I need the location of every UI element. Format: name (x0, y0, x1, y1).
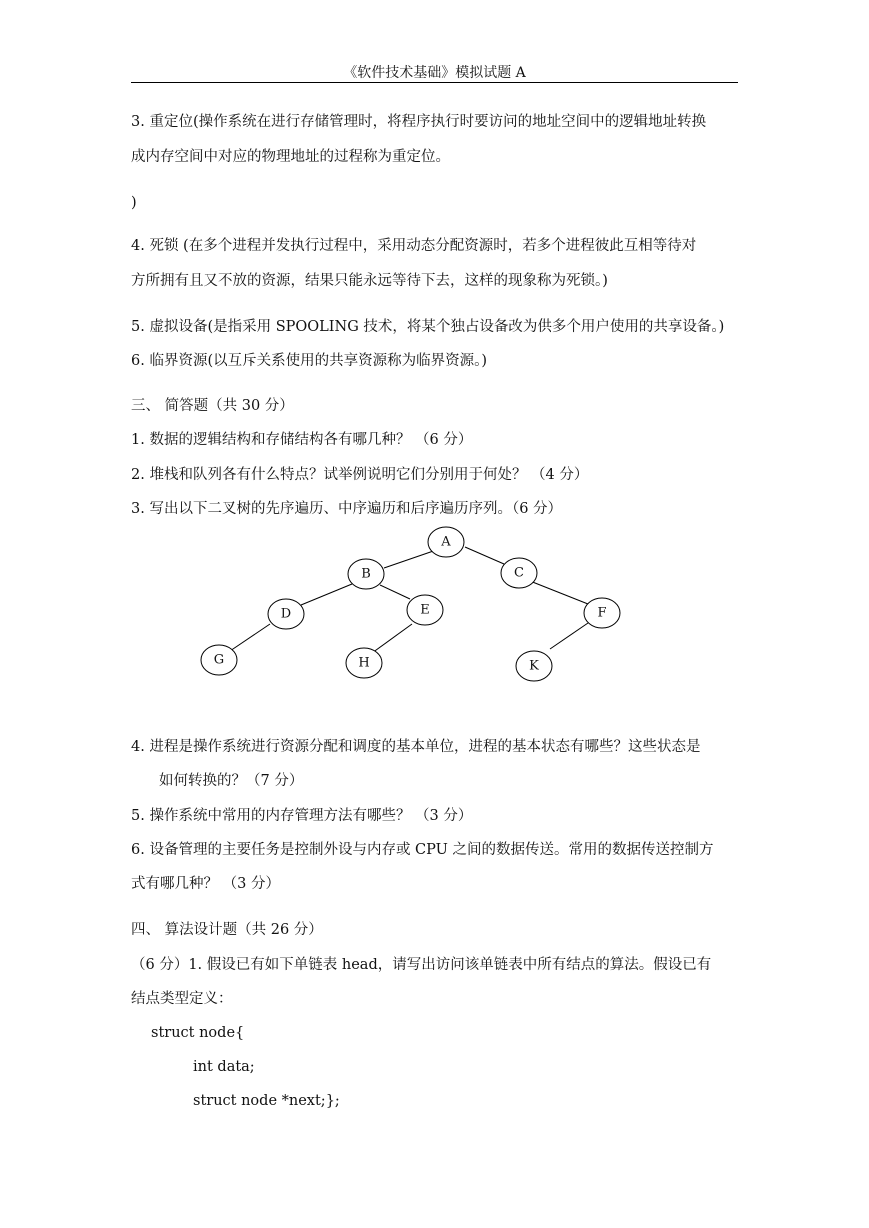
binary-tree-diagram (190, 525, 630, 685)
edge-e-h (372, 624, 412, 653)
node-a-label: A (441, 534, 451, 550)
page-header-title: 《软件技术基础》模拟试题 A (343, 65, 526, 81)
question-4-line2: 如何转换的？（7 分） (159, 773, 304, 789)
item4-line2: 方所拥有且又不放的资源，结果只能永远等待下去，这样的现象称为死锁。) (131, 273, 608, 289)
section4-heading: 四、 算法设计题（共 26 分） (131, 922, 323, 938)
item5: 5. 虚拟设备(是指采用 SPOOLING 技术，将某个独占设备改为供多个用户使用的共享设备。) (131, 319, 725, 335)
code-line-2: int data; (193, 1059, 255, 1075)
item3-line1: 3. 重定位(操作系统在进行存储管理时，将程序执行时要访问的地址空间中的逻辑地址转换 (131, 114, 707, 130)
node-g-label: G (213, 652, 225, 668)
code-line-1: struct node{ (151, 1025, 245, 1041)
item3-line2: 成内存空间中对应的物理地址的过程称为重定位。 (131, 149, 450, 165)
section3-heading: 三、 简答题（共 30 分） (131, 398, 294, 414)
problem-1-line2: 结点类型定义： (131, 991, 233, 1007)
edge-a-c (465, 547, 504, 564)
question-2: 2. 堆栈和队列各有什么特点？试举例说明它们分别用于何处？ （4 分） (131, 467, 589, 483)
edge-b-e (380, 585, 410, 599)
edge-c-f (530, 581, 588, 604)
question-3: 3. 写出以下二叉树的先序遍历、中序遍历和后序遍历序列。（6 分） (131, 501, 563, 517)
header-rule (131, 82, 738, 83)
item4-line1: 4. 死锁 (在多个进程并发执行过程中，采用动态分配资源时，若多个进程彼此互相等待对 (131, 238, 697, 254)
node-k-label: K (529, 658, 539, 674)
edge-d-g (230, 624, 270, 651)
node-d-label: D (280, 606, 292, 622)
item3-line3: ) (131, 195, 137, 211)
edge-b-d (301, 584, 352, 605)
problem-1-line1: （6 分）1. 假设已有如下单链表 head，请写出访问该单链表中所有结点的算法。假设已有 (131, 957, 712, 973)
node-c-label: C (514, 565, 524, 581)
question-5: 5. 操作系统中常用的内存管理方法有哪些？ （3 分） (131, 808, 473, 824)
code-line-3: struct node *next;}; (193, 1093, 340, 1109)
question-1: 1. 数据的逻辑结构和存储结构各有哪几种？ （6 分） (131, 432, 473, 448)
edge-f-k (550, 623, 588, 649)
item6: 6. 临界资源(以互斥关系使用的共享资源称为临界资源。) (131, 353, 488, 369)
node-f-label: F (597, 605, 607, 621)
question-4-line1: 4. 进程是操作系统进行资源分配和调度的基本单位，进程的基本状态有哪些？这些状态是 (131, 739, 701, 755)
question-6-line1: 6. 设备管理的主要任务是控制外设与内存或 CPU 之间的数据传送。常用的数据传送控制方 (131, 842, 714, 858)
node-b-label: B (361, 566, 371, 582)
node-h-label: H (358, 655, 370, 671)
node-e-label: E (420, 602, 430, 618)
question-6-line2: 式有哪几种？ （3 分） (131, 876, 280, 892)
